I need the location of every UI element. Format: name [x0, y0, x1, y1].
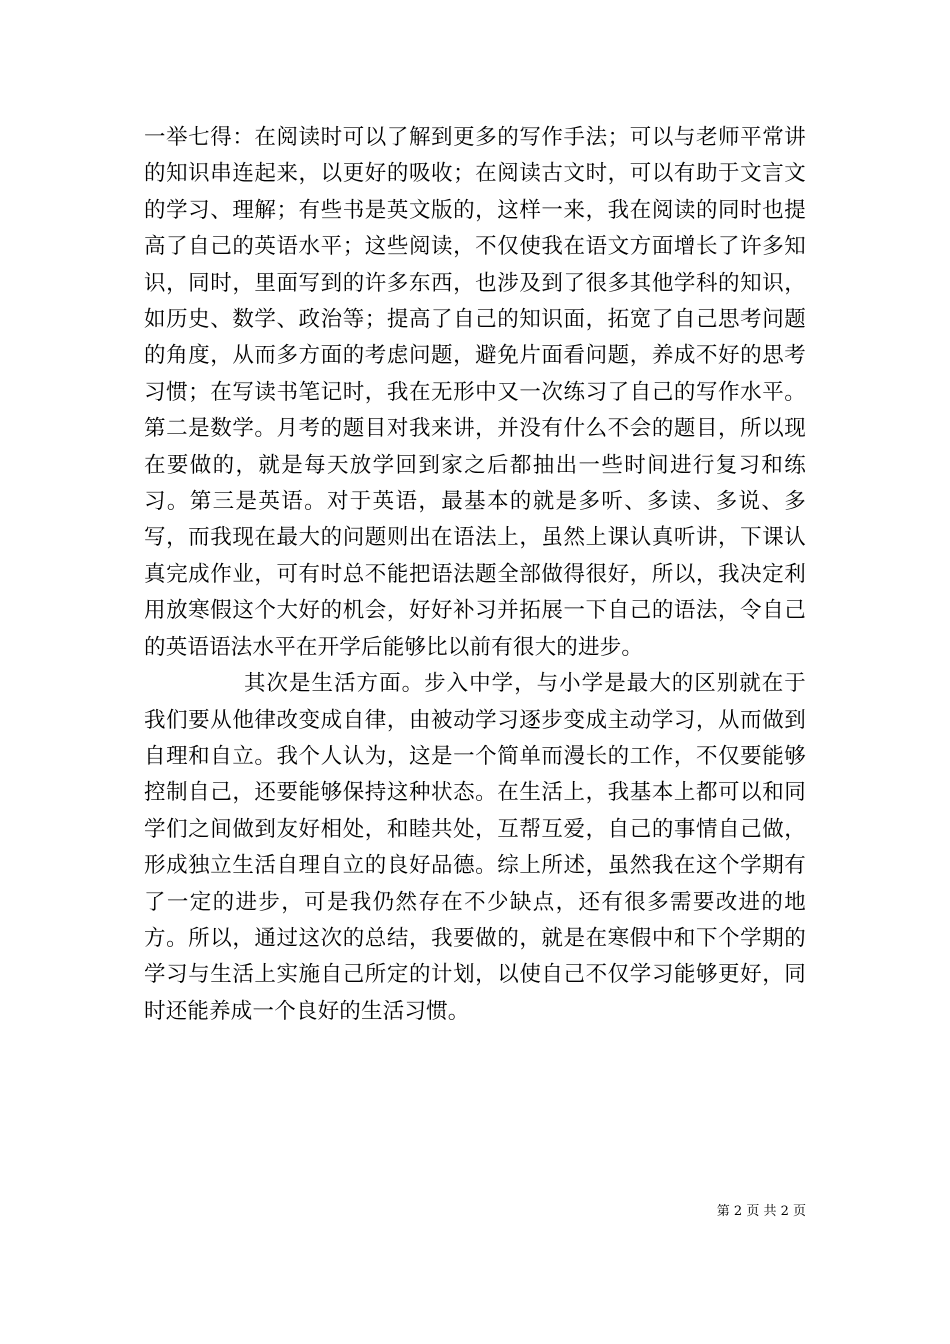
paragraph-study-continued: 一举七得：在阅读时可以了解到更多的写作手法；可以与老师平常讲的知识串连起来，以更好的吸收；在阅读古文时，可以有助于文言文的学习、理解；有些书是英文版的，这样一来，我在阅读的同时也提高了自己的英语水平；这些阅读，不仅使我在语文方面增长了许多知识，同时，里面写到的许多东西，也涉及到了很多其他学科的知识，如历史、数学、政治等；提高了自己的知识面，拓宽了自己思考问题的角度，从而多方面的考虑问题，避免片面看问题，养成不好的思考习惯；在写读书笔记时，我在无形中又一次练习了自己的写作水平。第二是数学。月考的题目对我来讲，并没有什么不会的题目，所以现在要做的，就是每天放学回到家之后都抽出一些时间进行复习和练习。第三是英语。对于英语，最基本的就是多听、多读、多说、多写，而我现在最大的问题则出在语法上，虽然上课认真听讲，下课认真完成作业，可有时总不能把语法题全部做得很好，所以，我决定利用放寒假这个大好的机会，好好补习并拓展一下自己的语法，令自己的英语语法水平在开学后能够比以前有很大的进步。 — [144, 125, 806, 660]
page-number-footer: 第 2 页 共 2 页 — [716, 1204, 806, 1219]
document-body — [144, 120, 806, 1030]
paragraph-life-aspect: 其次是生活方面。步入中学，与小学是最大的区别就在于我们要从他律改变成自律，由被动学习逐步变成主动学习，从而做到自理和自立。我个人认为，这是一个简单而漫长的工作，不仅要能够控制自己，还要能够保持这种状态。在生活上，我基本上都可以和同学们之间做到友好相处，和睦共处，互帮互爱，自己的事情自己做，形成独立生活自理自立的良好品德。综上所述，虽然我在这个学期有了一定的进步，可是我仍然存在不少缺点，还有很多需要改进的地方。所以，通过这次的总结，我要做的，就是在寒假中和下个学期的学习与生活上实施自己所定的计划，以使自己不仅学习能够更好，同时还能养成一个良好的生活习惯。 — [144, 671, 806, 1024]
